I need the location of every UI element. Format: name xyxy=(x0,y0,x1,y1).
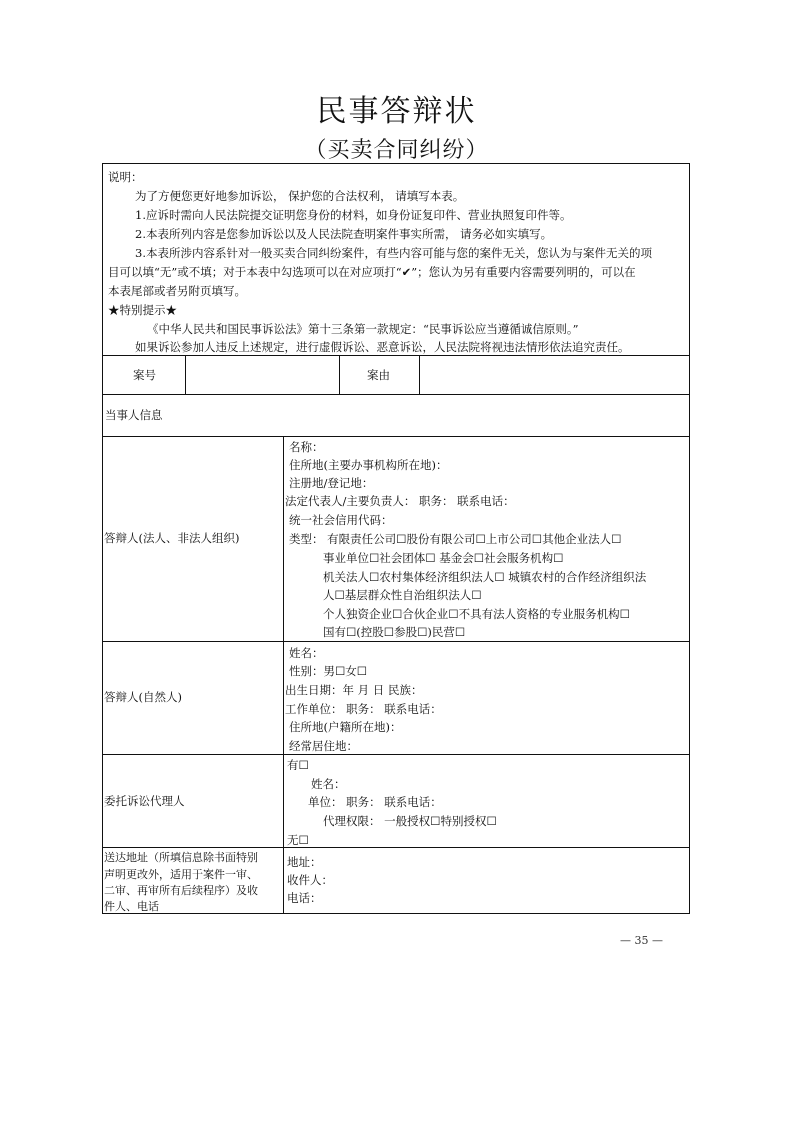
instruction-line: 1.应诉时需向人民法院提交证明您身份的材料，如身份证复印件、营业执照复印件等。 xyxy=(135,208,572,222)
org-credit-code-field[interactable]: 统一社会信用代码： xyxy=(289,513,393,527)
person-name-field[interactable]: 姓名： xyxy=(289,646,324,660)
col-divider xyxy=(339,355,340,394)
org-ownership-checkboxes[interactable]: 国有☐(控股☐参股☐)民营☐ xyxy=(323,625,466,639)
col-divider xyxy=(283,436,284,913)
case-cause-label: 案由 xyxy=(367,368,390,382)
row-divider xyxy=(103,436,689,437)
page-subtitle: （买卖合同纠纷） xyxy=(304,138,489,163)
respondent-org-label: 答辩人(法人、非法人组织) xyxy=(104,531,240,545)
org-domicile-field[interactable]: 住所地(主要办事机构所在地)： xyxy=(289,458,448,472)
special-tip-title: ★特别提示★ xyxy=(108,303,177,317)
service-address-label-line: 送达地址（所填信息除书面特别 xyxy=(104,851,258,864)
case-cause-field[interactable] xyxy=(421,357,687,392)
service-address-label-line: 二审、再审所有后续程序）及收 xyxy=(104,884,258,897)
special-tip-line: 《中华人民共和国民事诉讼法》第十三条第一款规定：“民事诉讼应当遵循诚信原则。” xyxy=(147,322,579,336)
form-table xyxy=(102,163,690,914)
row-divider xyxy=(103,394,689,395)
org-type-checkboxes[interactable]: 事业单位☐社会团体☐ 基金会☐社会服务机构☐ xyxy=(323,551,564,565)
instruction-line: 本表尾部或者另附页填写。 xyxy=(108,284,246,298)
org-representative-field[interactable]: 法定代表人/主要负责人： 职务： 联系电话： xyxy=(285,494,515,508)
recipient-field[interactable]: 收件人： xyxy=(287,873,333,887)
org-registration-field[interactable]: 注册地/登记地： xyxy=(289,476,374,490)
col-divider xyxy=(185,355,186,394)
agent-no-checkbox[interactable]: 无☐ xyxy=(287,833,309,847)
person-gender-checkboxes[interactable]: 性别：男☐女☐ xyxy=(289,664,368,678)
org-name-field[interactable]: 名称： xyxy=(289,440,324,454)
person-work-field[interactable]: 工作单位： 职务： 联系电话： xyxy=(285,702,442,716)
service-address-label-line: 件人、电话 xyxy=(104,900,159,913)
page-number: — 35 — xyxy=(620,934,663,947)
instruction-line: 2.本表所列内容是您参加诉讼以及人民法院查明案件事实所需， 请务必如实填写。 xyxy=(135,227,553,241)
agent-name-field[interactable]: 姓名： xyxy=(311,777,346,791)
row-divider xyxy=(103,754,689,755)
org-type-checkboxes[interactable]: 人☐基层群众性自治组织法人☐ xyxy=(323,588,482,602)
instructions-label: 说明： xyxy=(108,170,143,184)
address-field[interactable]: 地址： xyxy=(287,855,322,869)
person-birth-field[interactable]: 出生日期：年 月 日 民族： xyxy=(285,683,423,697)
service-address-label-line: 声明更改外，适用于案件一审、 xyxy=(104,868,258,881)
agent-label: 委托诉讼代理人 xyxy=(104,794,185,808)
person-domicile-field[interactable]: 住所地(户籍所在地)： xyxy=(289,720,402,734)
row-divider xyxy=(103,847,689,848)
instruction-line: 目可以填“无”或不填；对于本表中勾选项可以在对应项打“✔”；您认为另有重要内容需要列明的，可以在 xyxy=(108,265,636,279)
case-number-field[interactable] xyxy=(187,357,337,392)
party-info-label: 当事人信息 xyxy=(105,408,163,422)
agent-authority-checkboxes[interactable]: 代理权限： 一般授权☐特别授权☐ xyxy=(323,814,497,828)
person-residence-field[interactable]: 经常居住地： xyxy=(289,739,358,753)
org-type-checkboxes[interactable]: 机关法人☐农村集体经济组织法人☐ 城镇农村的合作经济组织法 xyxy=(323,570,647,584)
agent-unit-field[interactable]: 单位： 职务： 联系电话： xyxy=(308,795,442,809)
agent-yes-checkbox[interactable]: 有☐ xyxy=(287,758,309,772)
special-tip-line: 如果诉讼参加人违反上述规定，进行虚假诉讼、恶意诉讼，人民法院将视违法情形依法追究责任。 xyxy=(135,340,630,354)
phone-field[interactable]: 电话： xyxy=(287,891,322,905)
instruction-line: 3.本表所涉内容系针对一般买卖合同纠纷案件，有些内容可能与您的案件无关，您认为与案件无关的项 xyxy=(135,246,652,260)
org-type-checkboxes[interactable]: 类型： 有限责任公司☐股份有限公司☐上市公司☐其他企业法人☐ xyxy=(289,532,622,546)
case-number-label: 案号 xyxy=(133,368,156,382)
respondent-person-label: 答辩人(自然人) xyxy=(104,690,182,704)
org-type-checkboxes[interactable]: 个人独资企业☐合伙企业☐不具有法人资格的专业服务机构☐ xyxy=(323,607,630,621)
instruction-line: 为了方便您更好地参加诉讼， 保护您的合法权利， 请填写本表。 xyxy=(135,189,465,203)
col-divider xyxy=(419,355,420,394)
page-title: 民事答辩状 xyxy=(316,94,477,129)
